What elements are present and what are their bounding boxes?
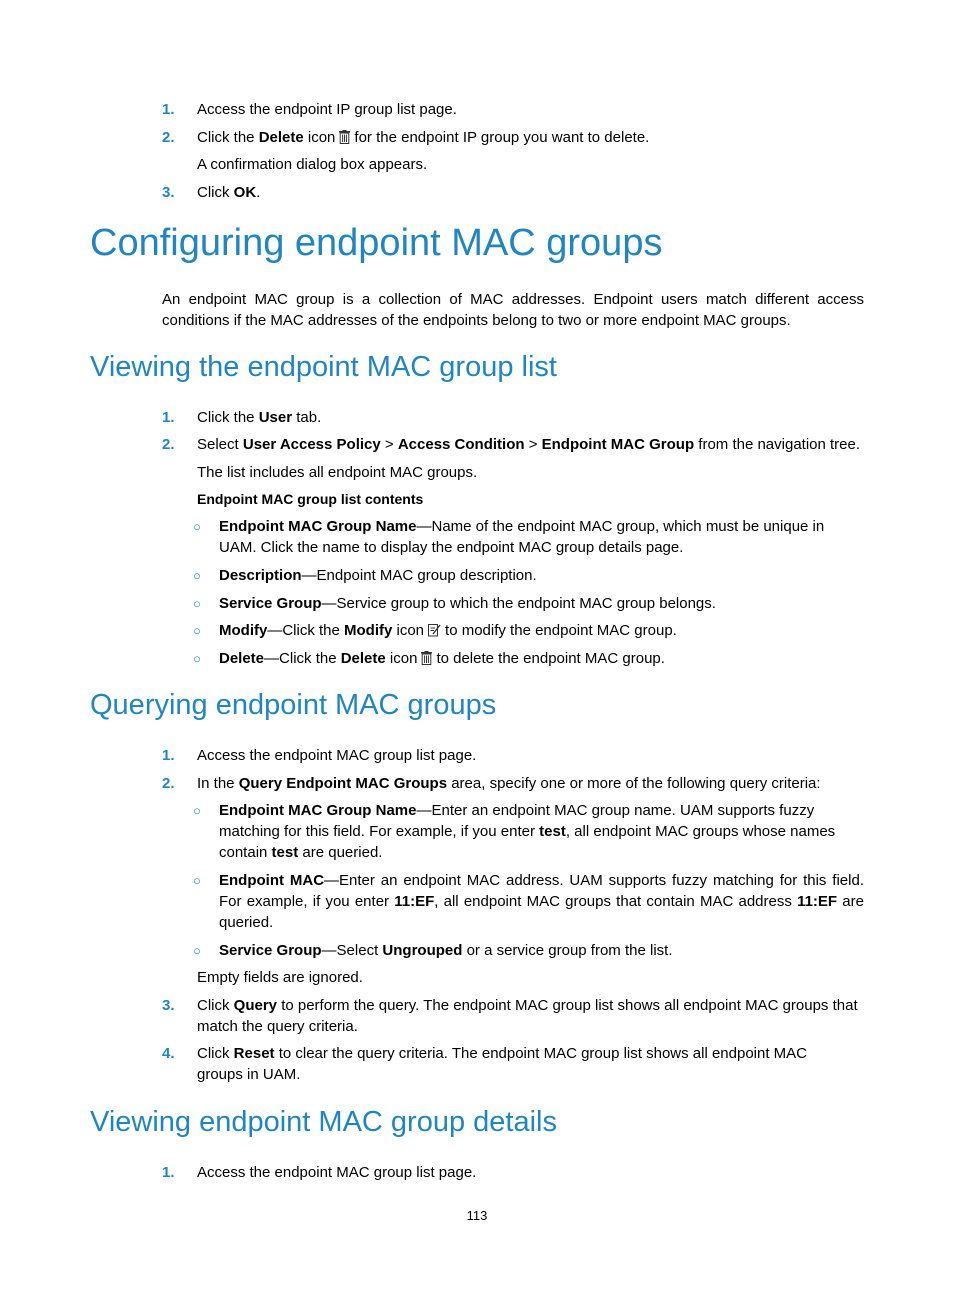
bullet: ○ [193, 803, 201, 818]
section-title-view-list: Viewing the endpoint MAC group list [90, 351, 557, 383]
list-item: Endpoint MAC—Enter an endpoint MAC address. UAM supports fuzzy matching for this field. For example, if you enter 11:EF, all endpoint MAC groups that contain MAC address 11:EF are queried. [219, 872, 864, 931]
section-title-details: Viewing endpoint MAC group details [90, 1106, 557, 1138]
bullet: ○ [193, 596, 201, 611]
list-item: Description—Endpoint MAC group description. [219, 567, 537, 584]
step-text: Click OK. [197, 184, 261, 201]
bullet: ○ [193, 943, 201, 958]
list-item: Service Group—Service group to which the endpoint MAC group belongs. [219, 595, 716, 612]
step-text: Click the Delete icon for the endpoint IP group you want to delete. [197, 127, 649, 150]
step-number: 2. [162, 775, 175, 792]
page-number: 113 [466, 1208, 488, 1223]
list-title: Endpoint MAC group list contents [197, 491, 424, 507]
step-number: 1. [162, 409, 175, 426]
step-text: Click Query to perform the query. The endpoint MAC group list shows all endpoint MAC groups that match the query criteria. [197, 997, 858, 1035]
step-text: Access the endpoint MAC group list page. [197, 1164, 477, 1181]
step-text: Access the endpoint IP group list page. [197, 101, 457, 118]
bullet: ○ [193, 519, 201, 534]
list-item: Delete—Click the Delete icon to delete the endpoint MAC group. [219, 648, 665, 671]
step-text: Select User Access Policy > Access Condition > Endpoint MAC Group from the navigation tree. [197, 436, 861, 453]
step-text: In the Query Endpoint MAC Groups area, specify one or more of the following query criteria: [197, 775, 821, 792]
page-title: Configuring endpoint MAC groups [90, 222, 663, 264]
intro-paragraph: An endpoint MAC group is a collection of MAC addresses. Endpoint users match different access conditions if the MAC addresses of the endpoints belong to two or more endpoint MAC groups. [162, 291, 864, 329]
step-number: 1. [162, 1164, 175, 1181]
trash-icon [339, 129, 350, 150]
bullet: ○ [193, 651, 201, 666]
step-text: Access the endpoint MAC group list page. [197, 747, 477, 764]
list-item: Endpoint MAC Group Name—Enter an endpoint MAC group name. UAM supports fuzzy matching for this field. For example, if you enter test, all endpoint MAC groups whose names contain test are queried. [219, 802, 836, 861]
step-note: Empty fields are ignored. [197, 969, 363, 986]
step-number: 1. [162, 747, 175, 764]
trash-icon [421, 650, 432, 671]
step-number: 1. [162, 101, 175, 118]
edit-icon [428, 622, 441, 643]
list-item: Service Group—Select Ungrouped or a service group from the list. [219, 942, 673, 959]
step-text: Click the User tab. [197, 409, 322, 426]
section-title-query: Querying endpoint MAC groups [90, 689, 497, 721]
step-number: 3. [162, 997, 175, 1014]
step-note: A confirmation dialog box appears. [197, 156, 428, 173]
bullet: ○ [193, 873, 201, 888]
step-number: 2. [162, 129, 175, 146]
list-item: Modify—Click the Modify icon to modify the endpoint MAC group. [219, 620, 677, 643]
step-number: 3. [162, 184, 175, 201]
bullet: ○ [193, 623, 201, 638]
step-text: Click Reset to clear the query criteria. The endpoint MAC group list shows all endpoint MAC groups in UAM. [197, 1045, 808, 1083]
step-note: The list includes all endpoint MAC groups. [197, 464, 478, 481]
step-number: 4. [162, 1045, 175, 1062]
list-item: Endpoint MAC Group Name—Name of the endpoint MAC group, which must be unique in UAM. Click the name to display the endpoint MAC group details page. [219, 518, 825, 556]
step-number: 2. [162, 436, 175, 453]
bullet: ○ [193, 568, 201, 583]
